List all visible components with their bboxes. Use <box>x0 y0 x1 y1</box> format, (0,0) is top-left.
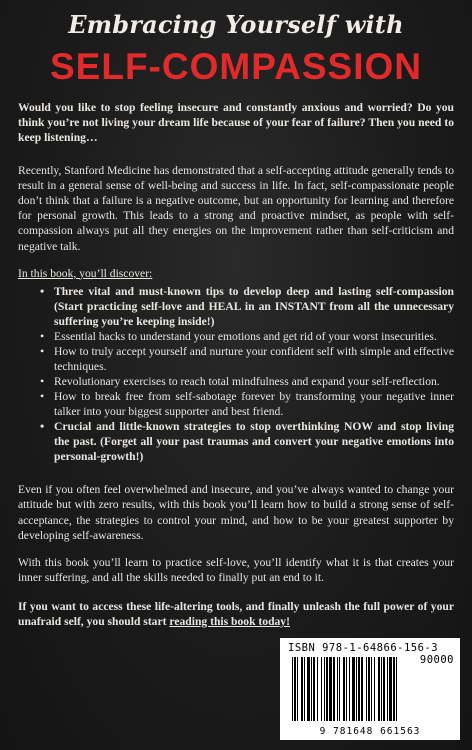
discover-heading: In this book, you’ll discover: <box>18 266 153 280</box>
title-line-2: SELF-COMPASSION <box>50 46 422 87</box>
list-item: • Crucial and little-known strategies to stop overthinking NOW and stop living the past. (Forget all your past traumas and convert your negative emotions into personal-growth!) <box>42 419 454 464</box>
list-item: • Revolutionary exercises to reach total mindfulness and expand your self-reflection. <box>42 374 454 389</box>
barcode-number: 9 781648 661563 <box>319 726 421 737</box>
list-item: • Essential hacks to understand your emotions and get rid of your worst insecurities. <box>42 329 454 344</box>
overwhelmed-paragraph: Even if you often feel overwhelmed and insecure, and you’ve always wanted to change your attitude but with zero results, with this book you’ll learn how to build a strong sense of self-acceptance, the strategies to control your mind, and how to be your greatest supporter by developing self-awareness. <box>18 483 454 542</box>
call-to-action <box>18 599 454 629</box>
isbn-number: ISBN 978-1-64866-156-3 <box>288 642 439 654</box>
title-line-1: Embracing Yourself with <box>68 10 404 39</box>
intro-paragraph: Would you like to stop feeling insecure and constantly anxious and worried? Do you think you’re not living your dream life because of your fear of failure? Then you need to keep listening… <box>18 101 454 145</box>
cta-link: reading this book today! <box>169 614 290 628</box>
isbn-barcode <box>280 638 460 740</box>
discover-list <box>18 284 454 465</box>
barcode-bars <box>290 657 450 723</box>
list-item: • How to break free from self-sabotage forever by transforming your negative inner talker into your biggest supporter and best friend. <box>42 389 454 419</box>
cta-text: If you want to access these life-altering tools, and finally unleash the full power of your unafraid self, you should start <box>18 599 454 628</box>
self-love-paragraph: With this book you’ll learn to practice self-love, you’ll identify what it is that creates your inner suffering, and all the skills needed to finally put an end to it. <box>18 555 454 584</box>
list-item: • How to truly accept yourself and nurture your confident self with simple and effective techniques. <box>42 344 454 374</box>
list-item: • Three vital and must-known tips to develop deep and lasting self-compassion (Start practicing self-love and HEAL in an INSTANT from all the unnecessary suffering you’re keeping inside!) <box>42 284 454 329</box>
blurb <box>18 100 454 629</box>
price-addon: 90000 <box>419 654 454 666</box>
research-paragraph: Recently, Stanford Medicine has demonstrated that a self-accepting attitude generally tends to result in a general sense of well-being and success in life. In fact, self-compassionate people don’t think that a failure is a negative outcome, but an opportunity for learning and therefore for personal growth. This leads to a strong and proactive mindset, as people with self-compassion always put all they energies on the improvement rather than self-criticism and negative talk. <box>18 164 454 253</box>
